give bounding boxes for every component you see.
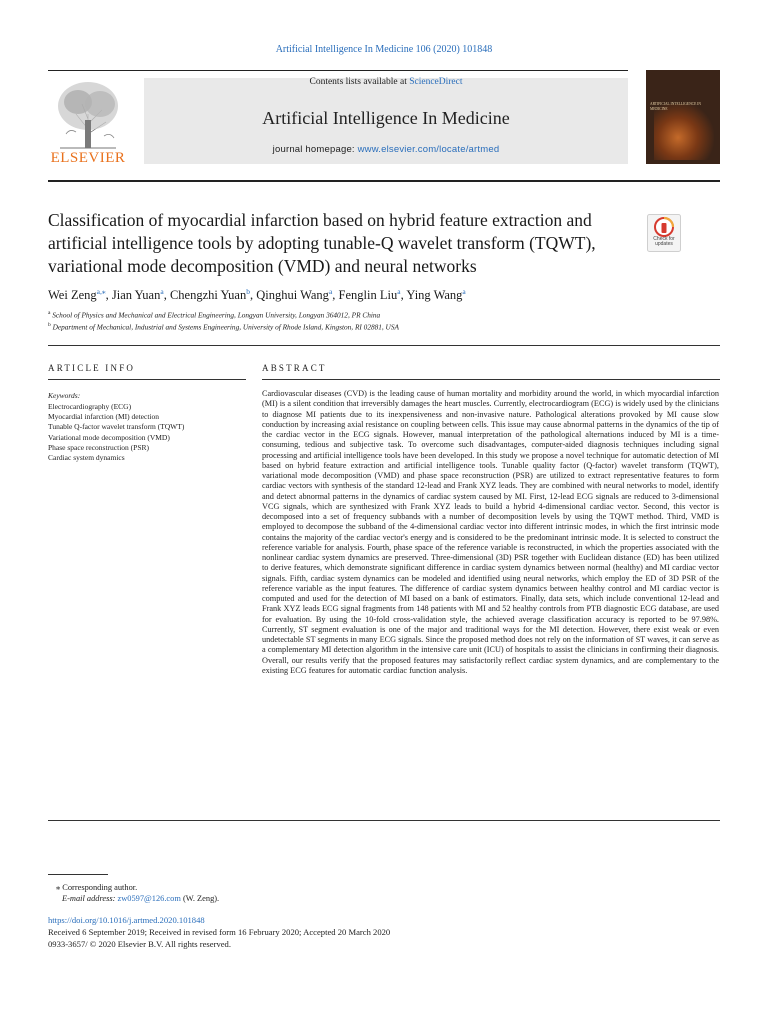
abstract-heading: ABSTRACT bbox=[262, 363, 327, 373]
affiliations-divider bbox=[48, 345, 720, 346]
author[interactable]: Jian Yuan$^a$ bbox=[111, 287, 164, 303]
keywords-label: Keywords: bbox=[48, 391, 81, 400]
masthead-top-rule bbox=[48, 70, 628, 71]
keyword: Variational mode decomposition (VMD) bbox=[48, 432, 170, 442]
journal-cover-image bbox=[646, 70, 720, 164]
contents-line bbox=[144, 77, 628, 87]
keyword: Tunable Q-factor wavelet transform (TQWT) bbox=[48, 422, 185, 432]
keywords-list bbox=[48, 402, 184, 463]
journal-reference[interactable]: Artificial Intelligence In Medicine 106 (2020) 101848 bbox=[275, 44, 493, 55]
keyword: Myocardial infarction (MI) detection bbox=[48, 412, 159, 422]
abstract-end-rule bbox=[48, 820, 720, 821]
author-affiliation-marker[interactable]: a bbox=[328, 287, 333, 296]
keyword: Cardiac system dynamics bbox=[48, 453, 125, 463]
article-title: Classification of myocardial infarction based on hybrid feature extraction and artificial intelligence tools by adopting tunable-Q wavelet transform (TQWT), variational mode decomposition (VMD) and neural networks bbox=[48, 210, 596, 276]
affiliation-b: $^b$ Department of Mechanical, Industrial and Systems Engineering, University of Rhode Island, Kingston, RI 02881, USA bbox=[48, 322, 399, 332]
abstract-rule bbox=[262, 379, 720, 380]
author[interactable]: Qinghui Wang$^a$ bbox=[256, 287, 333, 303]
masthead-bottom-rule bbox=[48, 180, 720, 182]
cover-glow bbox=[654, 104, 714, 160]
article-info-heading: ARTICLE INFO bbox=[48, 363, 136, 373]
cover-title: ARTIFICIAL INTELLIGENCE IN MEDICINE bbox=[650, 102, 701, 111]
received-dates: Received 6 September 2019; Received in revised form 16 February 2020; Accepted 20 March 2020 bbox=[48, 927, 391, 937]
email-link[interactable]: zw0597@126.com bbox=[117, 894, 181, 903]
doi-link[interactable]: https://doi.org/10.1016/j.artmed.2020.101848 bbox=[48, 915, 205, 925]
author[interactable]: Fenglin Liu$^a$ bbox=[338, 287, 401, 303]
keyword: Electrocardiography (ECG) bbox=[48, 402, 132, 411]
masthead bbox=[48, 70, 720, 166]
author-affiliation-marker[interactable]: a,⁎ bbox=[96, 287, 106, 296]
affiliation-a: $^a$ School of Physics and Mechanical and Electrical Engineering, Longyan University, Longyan 364012, PR China bbox=[48, 310, 381, 320]
journal-homepage bbox=[144, 144, 628, 155]
author[interactable]: Ying Wang$^a$ bbox=[406, 287, 466, 303]
author-affiliation-marker[interactable]: a bbox=[397, 287, 401, 296]
author-affiliation-marker[interactable]: a bbox=[160, 287, 164, 296]
email-label: E-mail address: bbox=[62, 894, 116, 903]
check-updates-label: Check for updates bbox=[653, 236, 675, 248]
author-affiliation-marker[interactable]: a bbox=[462, 287, 466, 296]
footnote-rule bbox=[48, 874, 108, 875]
homepage-link[interactable]: www.elsevier.com/locate/artmed bbox=[357, 144, 500, 155]
article-info-rule bbox=[48, 379, 246, 380]
issn-copyright: 0933-3657/ © 2020 Elsevier B.V. All rights reserved. bbox=[48, 939, 231, 949]
sciencedirect-link[interactable]: ScienceDirect bbox=[409, 77, 463, 87]
masthead-banner bbox=[144, 78, 628, 164]
author[interactable]: Wei Zeng$^{a,⁎}$ bbox=[48, 287, 106, 303]
keyword: Phase space reconstruction (PSR) bbox=[48, 442, 150, 452]
contents-prefix: Contents lists available at bbox=[309, 77, 410, 87]
author-list: Wei Zeng$^{a,⁎}$, Jian Yuan$^a$, Chengzhi Yuan$^b$, Qinghui Wang$^a$, Fenglin Liu$^a$, Ying Wang$^a$ bbox=[48, 287, 466, 303]
email-suffix: (W. Zeng). bbox=[180, 894, 220, 903]
elsevier-wordmark: ELSEVIER bbox=[50, 150, 126, 166]
journal-title: Artificial Intelligence In Medicine bbox=[262, 108, 510, 128]
author-affiliation-marker[interactable]: b bbox=[246, 287, 250, 296]
author[interactable]: Chengzhi Yuan$^b$ bbox=[169, 287, 250, 303]
homepage-prefix: journal homepage: bbox=[272, 144, 358, 155]
email-note bbox=[62, 894, 219, 903]
check-for-updates-button[interactable] bbox=[647, 214, 681, 252]
abstract-body: Cardiovascular diseases (CVD) is the leading cause of human mortality and morbidity around the world, in which myocardial infarction (MI) is a silent condition that irreversibly damages the heart muscles. Currently, electrocardiogram (ECG) is widely used by the clinicians to diagnose MI patients due to its inexpensiveness and non-invasive nature. Pathological alterations provoked by MI cause slow conduction by increasing axial resistance on coupling between cells. This issue may cause abnormal patterns in the dynamics of the tip of the cardiac vector in the ECG signals. However, manual interpretation of the pathological alternations induced by MI is a time-consuming, tedious and subjective task. To overcome such disadvantages, computer-aided diagnosis techniques including signal processing and artificial intelligence tools have been developed. In this study we propose a novel technique for automatic detection of MI based on hybrid feature extraction and artificial intelligence tools. Tunable quality factor (Q-factor) wavelet transform (TQWT), variational mode decomposition (VMD) and phase space reconstruction (PSR) are utilized to extract representative features to form cardiac vectors with synthesis of the standard 12-lead and Frank XYZ leads. They are combined with neural networks to model, identify and detect abnormal patterns in the dynamics of cardiac system caused by MI. First, 12-lead ECG signals are reduced to 3-dimensional VCG signals, which are synthesized with Frank XYZ leads to build a hybrid 4-dimensional cardiac vector. Second, this vector is decomposed into a set of frequency subbands with a number of decomposition levels by using the TQWT method. Third, VMD is employed to decompose the subband of the 4-dimensional cardiac vector into different intrinsic modes, in which the first intrinsic mode contains the majority of the cardiac vector's energy and is considered to be the predominant intrinsic mode. It is selected to construct the reference variable for analysis. Fourth, phase space of the reference variable is reconstructed, in which the properties associated with the nonlinear cardiac system dynamics are preserved. Three-dimensional (3D) PSR together with Euclidean distance (ED) has been utilized to derive features, which demonstrate significant difference in cardiac system dynamics between normal (healthy) and MI cardiac vector signals. Fifth, cardiac system dynamics can be modeled and identified using neural networks, which employ the ED of 3D PSR of the reference variable as the input features. The difference of cardiac system dynamics between healthy control and MI cardiac vector is computed and used for the detection of MI based on a bank of estimators. Finally, data sets, which include conventional 12-lead and Frank XYZ leads ECG signal fragments from 148 patients with MI and 52 healthy controls from PTB diagnostic ECG database, are used for evaluation. By using the 10-fold cross-validation style, the achieved average classification accuracy is reported to be 97.98%. Currently, ST segment evaluation is one of the major and traditional ways for the MI detection. However, there exist weak or even undetectable ST segments in many ECG signals. Since the proposed method does not rely on the information of ST waves, it can serve as a complementary MI detection algorithm in the intensive care unit (ICU) of hospitals to assist the clinicians in confirming their diagnosis. Overall, our results verify that the proposed features may satisfactorily reflect cardiac system dynamics, and are complementary to the existing ECG features for automatic cardiac function analysis. bbox=[262, 389, 719, 675]
corresponding-author-note: ⁎ Corresponding author. bbox=[56, 883, 138, 892]
